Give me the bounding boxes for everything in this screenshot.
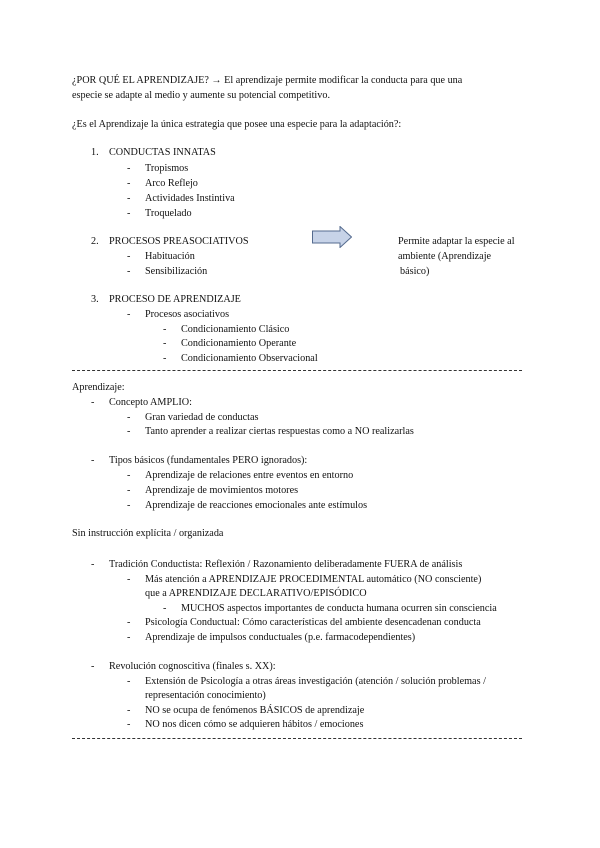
list-item: Gran variedad de conductas (145, 412, 259, 423)
section-1-title: CONDUCTAS INNATAS (109, 147, 216, 158)
sin-instruccion-heading: Sin instrucción explícita / organizada (72, 528, 224, 539)
list-item: Actividades Instintiva (145, 193, 235, 204)
list-item: NO nos dicen cómo se adquieren hábitos / emociones (145, 719, 364, 730)
list-item: Condicionamiento Observacional (181, 353, 318, 364)
concept-heading: Concepto AMPLIO: (109, 397, 192, 408)
section-2-note-line-3: básico) (400, 266, 430, 277)
bullet-dash: - (127, 178, 131, 189)
revolucion-heading: Revolución cognoscitiva (finales s. XX): (109, 661, 276, 672)
bullet-dash: - (127, 500, 131, 511)
list-item: Tropismos (145, 163, 189, 174)
section-2-note-line-2: ambiente (Aprendizaje (398, 251, 492, 262)
tipos-heading: Tipos básicos (fundamentales PERO ignorados): (109, 455, 308, 466)
bullet-dash: - (163, 603, 167, 614)
bullet-dash: - (127, 426, 131, 437)
bullet-dash: - (127, 676, 131, 687)
list-item: Tanto aprender a realizar ciertas respuestas como a NO realizarlas (145, 426, 414, 437)
bullet-dash: - (127, 412, 131, 423)
list-item: Habituación (145, 251, 195, 262)
bullet-dash: - (127, 266, 131, 277)
bullet-dash: - (127, 470, 131, 481)
bullet-dash: - (127, 485, 131, 496)
section-1-number: 1. (91, 147, 99, 158)
list-item: Más atención a APRENDIZAJE PROCEDIMENTAL automático (NO consciente) (145, 574, 482, 585)
dashed-separator (72, 370, 522, 371)
section-2-title: PROCESOS PREASOCIATIVOS (109, 236, 249, 247)
section-3-title: PROCESO DE APRENDIZAJE (109, 294, 241, 305)
bullet-dash: - (91, 455, 95, 466)
section-2-note-line-1: Permite adaptar la especie al (398, 236, 515, 247)
bullet-dash: - (163, 338, 167, 349)
list-item: Condicionamiento Clásico (181, 324, 290, 335)
section-3-number: 3. (91, 294, 99, 305)
intro-question: ¿Es el Aprendizaje la única estrategia que posee una especie para la adaptación?: (72, 119, 402, 130)
list-item: MUCHOS aspectos importantes de conducta humana ocurren sin consciencia (181, 603, 497, 614)
list-item: Procesos asociativos (145, 309, 230, 320)
list-item: Aprendizaje de impulsos conductuales (p.e. farmacodependientes) (145, 632, 416, 643)
intro-line-1: ¿POR QUÉ EL APRENDIZAJE? → El aprendizaje permite modificar la conducta para que una (72, 75, 463, 86)
bullet-dash: - (127, 193, 131, 204)
list-item-continuation: representación conocimiento) (145, 690, 266, 701)
bullet-dash: - (91, 397, 95, 408)
bullet-dash: - (127, 632, 131, 643)
list-item: Sensibilización (145, 266, 208, 277)
dashed-separator (72, 738, 522, 739)
list-item: Aprendizaje de relaciones entre eventos en entorno (145, 470, 354, 481)
tradicion-heading: Tradición Conductista: Reflexión / Razonamiento deliberadamente FUERA de análisis (109, 559, 463, 570)
list-item: Aprendizaje de movimientos motores (145, 485, 299, 496)
list-item: Troquelado (145, 208, 192, 219)
list-item: Extensión de Psicología a otras áreas investigación (atención / solución problemas / (145, 676, 486, 687)
list-item: Condicionamiento Operante (181, 338, 297, 349)
bullet-dash: - (127, 309, 131, 320)
intro-line-2: especie se adapte al medio y aumente su potencial competitivo. (72, 90, 330, 101)
bullet-dash: - (127, 617, 131, 628)
list-item: Psicología Conductual: Cómo características del ambiente desencadenan conducta (145, 617, 481, 628)
aprendizaje-heading: Aprendizaje: (72, 382, 125, 393)
list-item: Aprendizaje de reacciones emocionales ante estímulos (145, 500, 368, 511)
bullet-dash: - (127, 163, 131, 174)
bullet-dash: - (91, 661, 95, 672)
list-item: Arco Reflejo (145, 178, 198, 189)
bullet-dash: - (163, 324, 167, 335)
list-item-continuation: que a APRENDIZAJE DECLARATIVO/EPISÓDICO (145, 588, 367, 599)
bullet-dash: - (127, 574, 131, 585)
bullet-dash: - (127, 251, 131, 262)
bullet-dash: - (91, 559, 95, 570)
bullet-dash: - (163, 353, 167, 364)
list-item: NO se ocupa de fenómenos BÁSICOS de aprendizaje (145, 705, 365, 716)
bullet-dash: - (127, 719, 131, 730)
bullet-dash: - (127, 705, 131, 716)
section-2-number: 2. (91, 236, 99, 247)
bullet-dash: - (127, 208, 131, 219)
right-arrow-icon (312, 226, 352, 248)
